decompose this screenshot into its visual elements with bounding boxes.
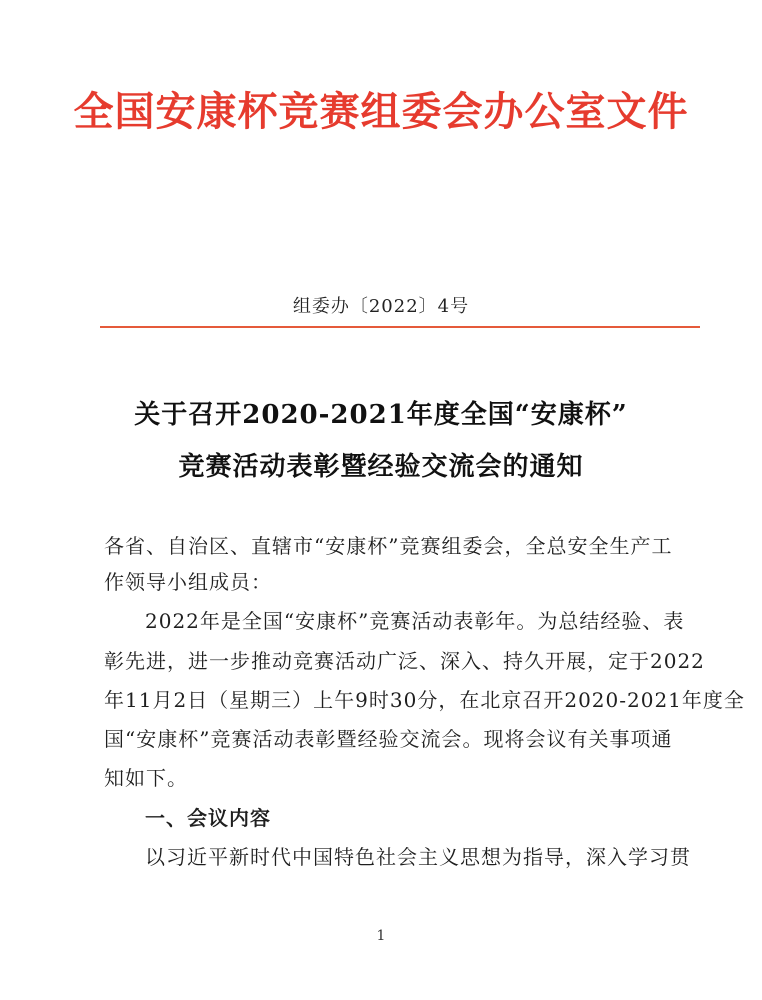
- paragraph-1-line-2: 彰先进，进一步推动竞赛活动广泛、深入、持久开展，定于2022: [104, 649, 705, 673]
- salutation-line-2: 作领导小组成员：: [104, 570, 272, 594]
- paragraph-1-line-1: 2022年是全国“安康杯”竞赛活动表彰年。为总结经验、表: [145, 609, 685, 633]
- notice-title-line-2: 竞赛活动表彰暨经验交流会的通知: [178, 452, 584, 482]
- document-number: 组委办〔2022〕4号: [292, 296, 470, 317]
- page-number: 1: [376, 928, 386, 944]
- paragraph-1-line-4: 国“安康杯”竞赛活动表彰暨经验交流会。现将会议有关事项通: [104, 727, 673, 751]
- red-divider-line: [100, 326, 700, 328]
- section-1-heading: 一、会议内容: [145, 806, 271, 830]
- section-1-line-1: 以习近平新时代中国特色社会主义思想为指导，深入学习贯: [145, 845, 691, 869]
- salutation-line-1: 各省、自治区、直辖市“安康杯”竞赛组委会，全总安全生产工: [104, 534, 673, 558]
- paragraph-1-line-3: 年11月2日（星期三）上午9时30分，在北京召开2020-2021年度全: [104, 688, 745, 712]
- paragraph-1-line-5: 知如下。: [104, 766, 188, 790]
- issuer-header: 全国安康杯竞赛组委会办公室文件: [73, 89, 689, 135]
- notice-title-line-1: 关于召开2020-2021年度全国“安康杯”: [134, 400, 628, 430]
